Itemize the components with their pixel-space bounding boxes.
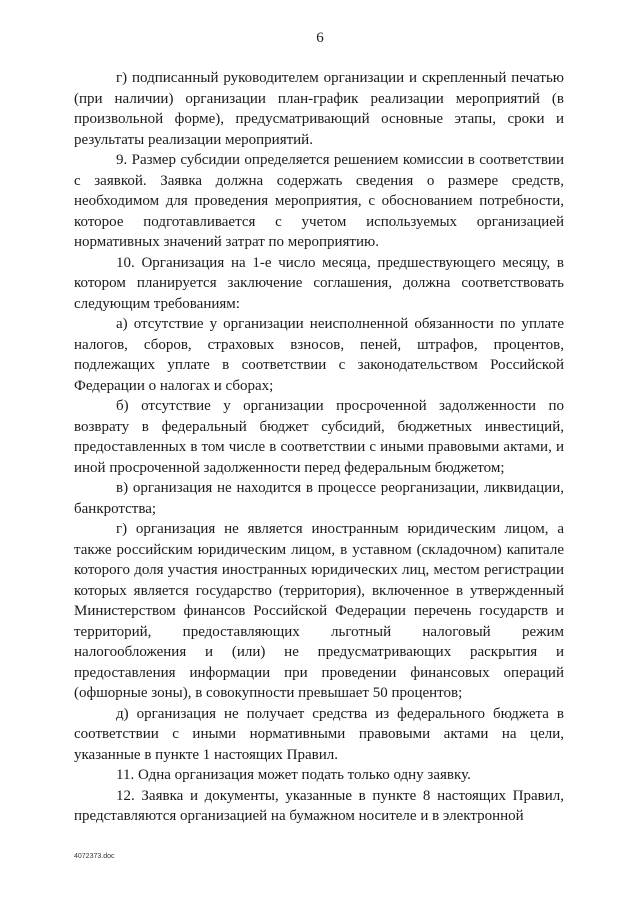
paragraph-item-g-offshore: г) организация не является иностранным юридическим лицом, а также российским юридическим лицом, в уставном (складочном) капитале которого доля участия иностранных юридических лиц, местом регистрации которых является государство (территория), включенное в утвержденный Министерством финансов Российской Федерации перечень государств и территорий, предоставляющих льготный налоговый режим налогообложения и (или) не предусматривающих раскрытия и предоставления информации при проведении финансовых операций (офшорные зоны), в совокупности превышает 50 процентов;: [74, 521, 564, 701]
paragraph-11-single-application: 11. Одна организация может подать только одну заявку.: [116, 767, 471, 783]
paragraph-10-requirements: 10. Организация на 1-е число месяца, предшествующего месяцу, в котором планируется заключение соглашения, должна соответствовать следующим требованиям:: [74, 254, 564, 312]
paragraph-9-subsidy-size: 9. Размер субсидии определяется решением комиссии в соответствии с заявкой. Заявка должна содержать сведения о размере средств, необходимом для проведения мероприятия, с обоснованием потребности, которое подготавливается с учетом используемых организацией нормативных значений затрат по мероприятию.: [74, 152, 564, 250]
footer-file-name: 4072373.doc: [74, 853, 115, 860]
paragraph-item-d-funds: д) организация не получает средства из федерального бюджета в соответствии с иными нормативными правовыми актами на цели, указанные в пункте 1 настоящих Правил.: [74, 705, 564, 763]
page-number: 6: [316, 30, 324, 46]
paragraph-item-a-taxes: а) отсутствие у организации неисполненной обязанности по уплате налогов, сборов, страховых взносов, пеней, штрафов, процентов, подлежащих уплате в соответствии с законодательством Российской Федерации о налогах и сборах;: [74, 316, 564, 394]
paragraph-item-b-debt: б) отсутствие у организации просроченной задолженности по возврату в федеральный бюджет субсидий, бюджетных инвестиций, предоставленных в том числе в соответствии с иными правовыми актами, и иной просроченной задолженности перед федеральным бюджетом;: [74, 398, 564, 476]
document-body: [74, 68, 564, 827]
paragraph-12-documents: 12. Заявка и документы, указанные в пункте 8 настоящих Правил, представляются организацией на бумажном носителе и в электронной: [74, 787, 564, 824]
paragraph-item-g-plan: г) подписанный руководителем организации и скрепленный печатью (при наличии) организации план-график реализации мероприятий (в произвольной форме), предусматривающий основные этапы, сроки и результаты реализации мероприятий.: [74, 70, 564, 148]
paragraph-item-v-reorganization: в) организация не находится в процессе реорганизации, ликвидации, банкротства;: [74, 480, 564, 517]
